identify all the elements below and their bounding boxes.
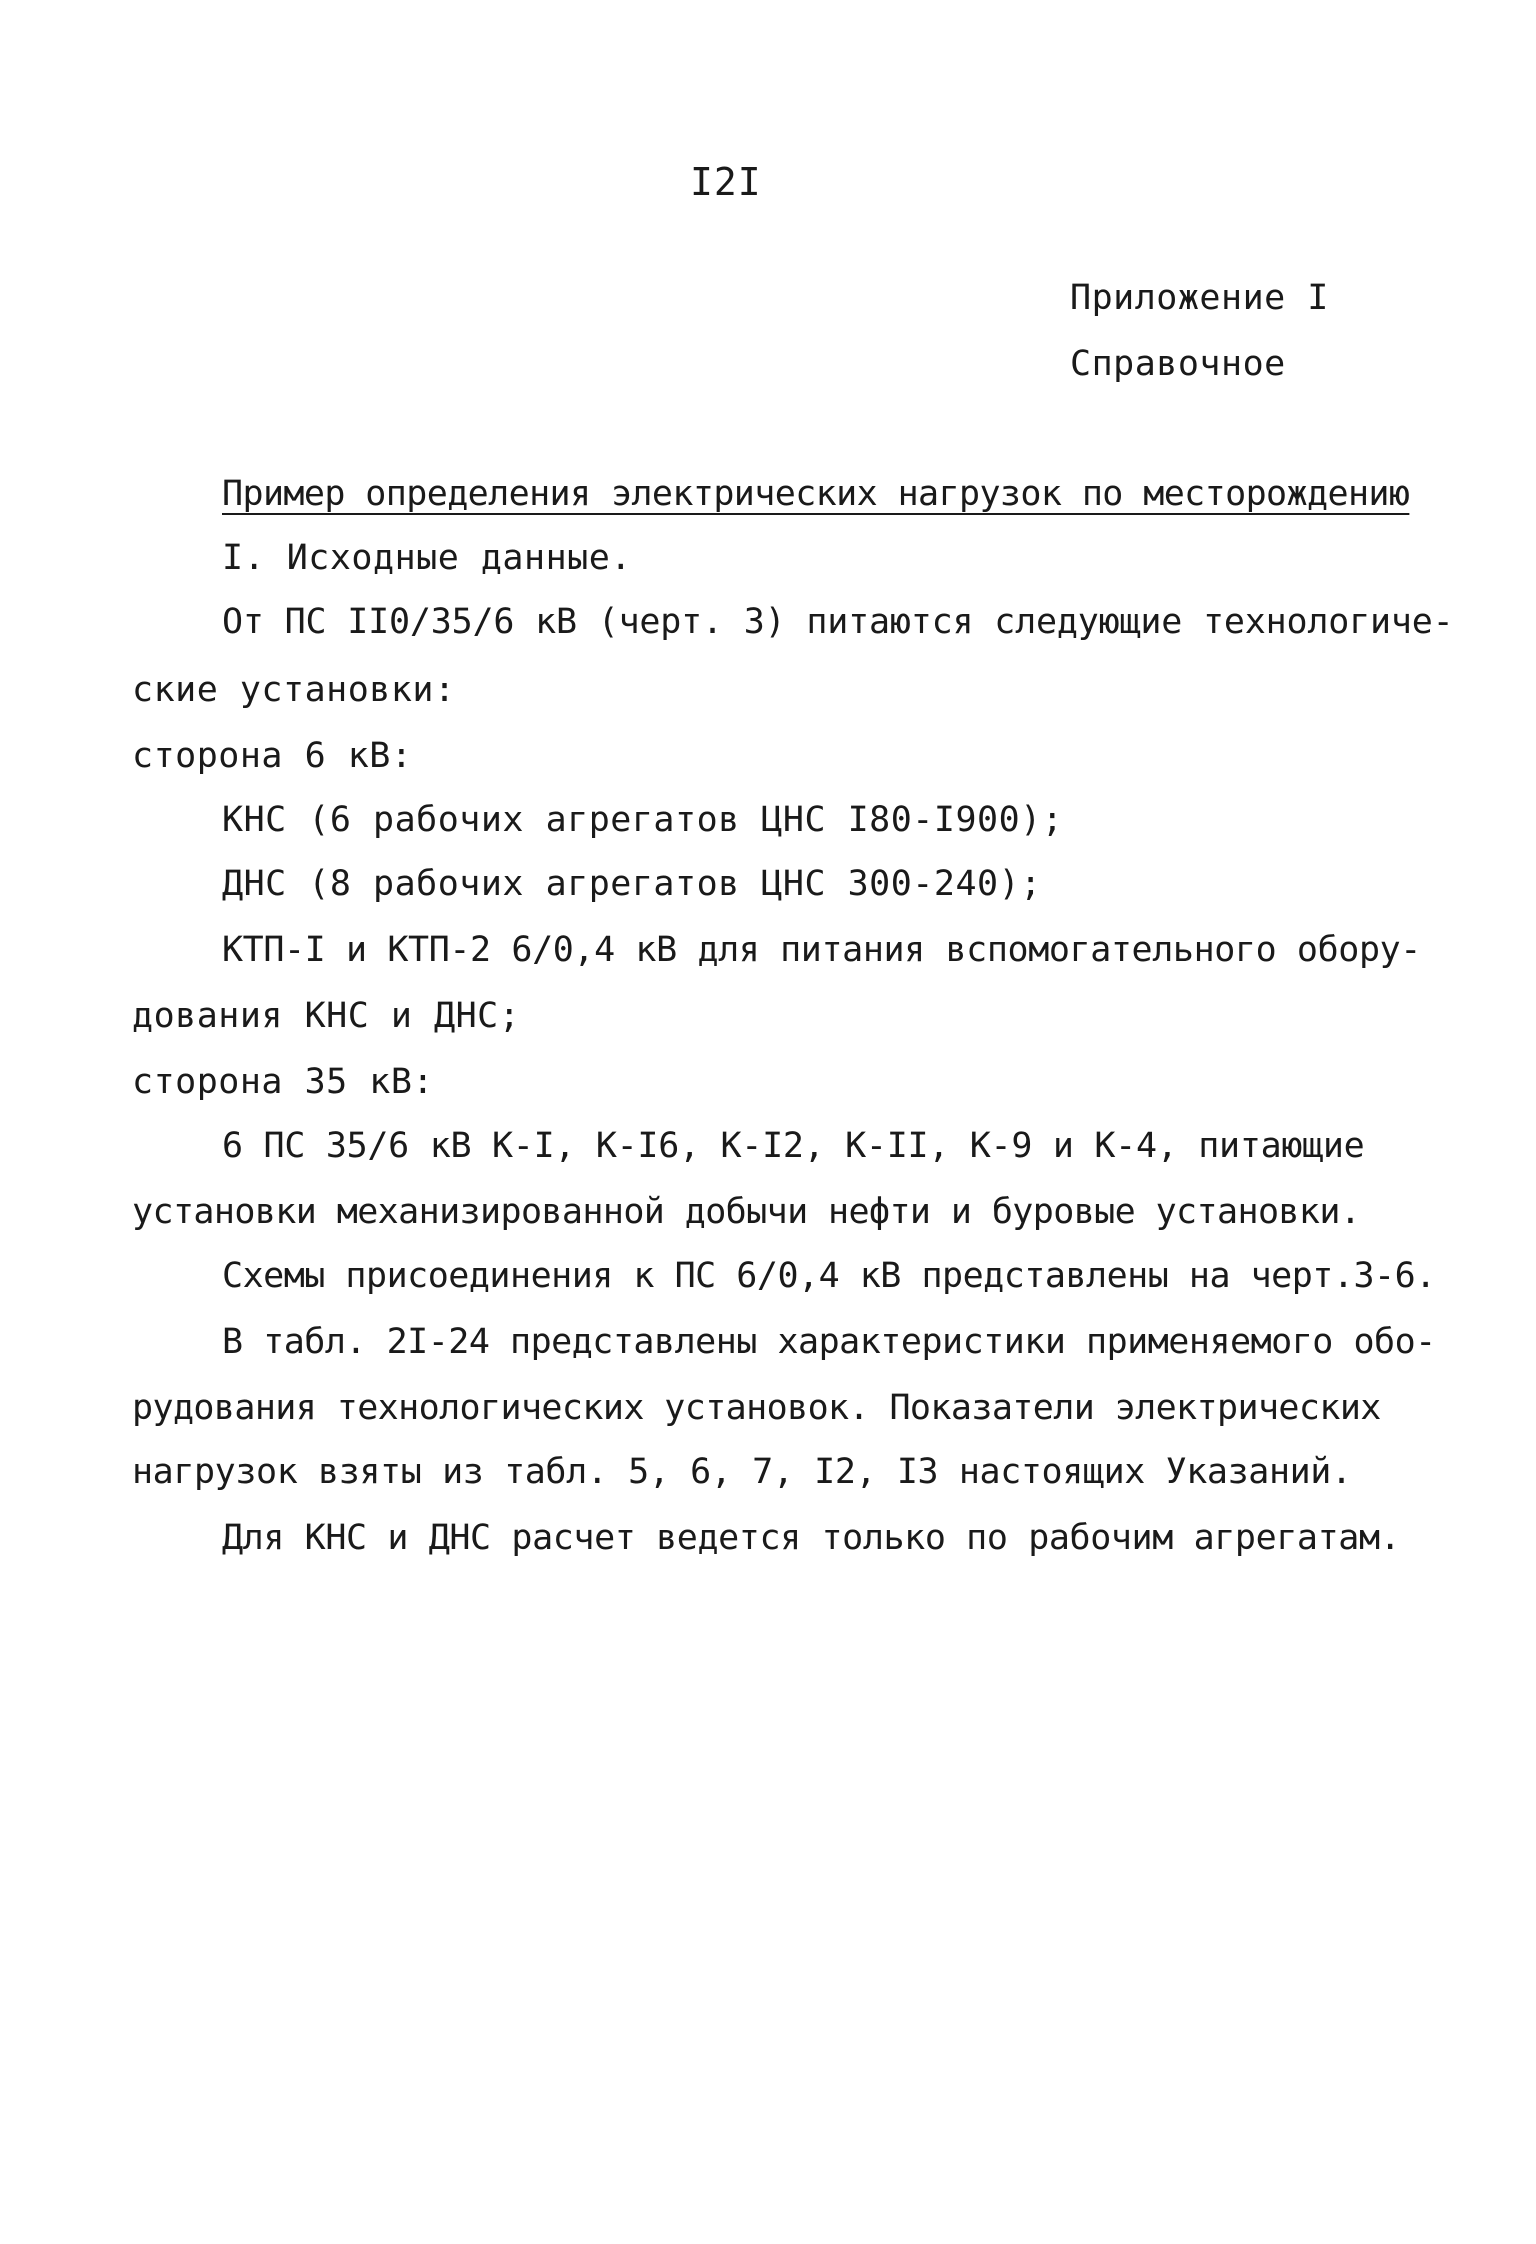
paragraph-line: сторона 6 кВ:	[132, 736, 413, 776]
paragraph-line: установки механизированной добычи нефти и буровые установки.	[132, 1192, 1361, 1232]
appendix-kind: Справочное	[1070, 344, 1286, 384]
paragraph-line: ские установки:	[132, 670, 456, 710]
appendix-label: Приложение I	[1070, 278, 1329, 318]
paragraph-line: сторона 35 кВ:	[132, 1062, 435, 1102]
paragraph-line: дования КНС и ДНС;	[132, 996, 521, 1036]
paragraph-line: КНС (6 рабочих агрегатов ЦНС I80-I900);	[222, 800, 1064, 840]
paragraph-line: От ПС II0/35/6 кВ (черт. 3) питаются следующие технологиче-	[222, 602, 1454, 642]
section-heading: I. Исходные данные.	[222, 538, 632, 578]
paragraph-line: ДНС (8 рабочих агрегатов ЦНС 300-240);	[222, 864, 1042, 904]
paragraph-line: Схемы присоединения к ПС 6/0,4 кВ представлены на черт.3-6.	[222, 1256, 1436, 1296]
paragraph-line: КТП-I и КТП-2 6/0,4 кВ для питания вспомогательного обору-	[222, 930, 1421, 970]
page-number: I2I	[690, 160, 762, 204]
paragraph-line: В табл. 2I-24 представлены характеристики применяемого обо-	[222, 1322, 1436, 1362]
paragraph-line: 6 ПС 35/6 кВ К-I, К-I6, К-I2, К-II, К-9 и К-4, питающие	[222, 1126, 1365, 1166]
paragraph-line: нагрузок взяты из табл. 5, 6, 7, I2, I3 настоящих Указаний.	[132, 1452, 1352, 1492]
paragraph-line: рудования технологических установок. Показатели электрических	[132, 1388, 1381, 1428]
paragraph-line: Для КНС и ДНС расчет ведется только по рабочим агрегатам.	[222, 1518, 1401, 1558]
document-title: Пример определения электрических нагрузок по месторождению	[222, 474, 1410, 514]
